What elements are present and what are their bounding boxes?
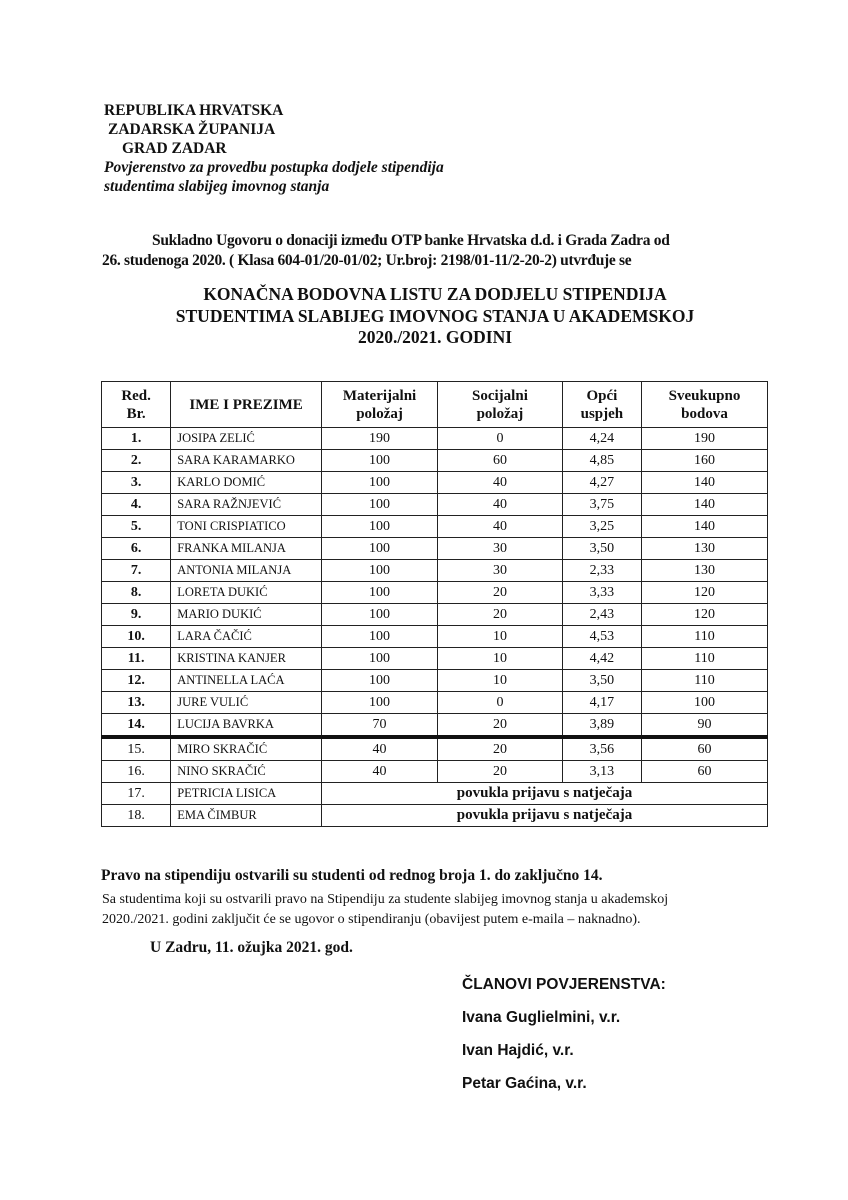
header-committee-line1: Povjerenstvo za provedbu postupka dodjele stipendija (104, 159, 444, 176)
cell-total: 140 (642, 472, 768, 494)
cell-social: 10 (438, 648, 563, 670)
cell-social: 40 (438, 472, 563, 494)
table-row (102, 494, 768, 516)
cell-total: 60 (642, 761, 768, 783)
cell-rb: 14. (102, 714, 171, 738)
contract-note (102, 890, 782, 930)
cell-rb: 12. (102, 670, 171, 692)
cell-name: SARA KARAMARKO (171, 450, 322, 472)
cell-rb: 7. (102, 560, 171, 582)
cell-social: 10 (438, 626, 563, 648)
col-header-rb: Red. Br. (102, 382, 171, 428)
table-row (102, 783, 768, 805)
table-row (102, 472, 768, 494)
cell-social: 20 (438, 761, 563, 783)
cell-material: 100 (321, 472, 437, 494)
cell-rb: 18. (102, 805, 171, 827)
cell-total: 120 (642, 604, 768, 626)
cell-rb: 2. (102, 450, 171, 472)
cell-social: 20 (438, 714, 563, 738)
cell-name: LORETA DUKIĆ (171, 582, 322, 604)
cell-total: 160 (642, 450, 768, 472)
table-row (102, 737, 768, 761)
cell-social: 40 (438, 516, 563, 538)
col-header-material: Materijalni položaj (321, 382, 437, 428)
table-row (102, 582, 768, 604)
cell-material: 40 (321, 761, 437, 783)
intro-line-1: Sukladno Ugovoru o donaciji između OTP banke Hrvatska d.d. i Grada Zadra od (152, 232, 670, 249)
title-line-2: STUDENTIMA SLABIJEG IMOVNOG STANJA U AKADEMSKOJ (175, 305, 695, 326)
cell-success: 4,42 (562, 648, 641, 670)
cell-material: 100 (321, 560, 437, 582)
table-row (102, 692, 768, 714)
cell-name: ANTONIA MILANJA (171, 560, 322, 582)
header-city: GRAD ZADAR (122, 140, 227, 157)
cell-success: 3,56 (562, 737, 641, 761)
cell-social: 20 (438, 604, 563, 626)
cell-name: FRANKA MILANJA (171, 538, 322, 560)
table-row (102, 648, 768, 670)
cell-material: 100 (321, 670, 437, 692)
signatures-block (462, 968, 666, 1100)
cell-social: 40 (438, 494, 563, 516)
scores-table (101, 381, 768, 827)
cell-material: 70 (321, 714, 437, 738)
cell-rb: 3. (102, 472, 171, 494)
cell-total: 110 (642, 626, 768, 648)
cell-total: 110 (642, 648, 768, 670)
cell-rb: 8. (102, 582, 171, 604)
cell-name: LARA ČAČIĆ (171, 626, 322, 648)
cell-name: JOSIPA ZELIĆ (171, 428, 322, 450)
cell-success: 3,25 (562, 516, 641, 538)
place-date: U Zadru, 11. ožujka 2021. god. (150, 939, 353, 956)
header-committee-line2: studentima slabijeg imovnog stanja (104, 178, 330, 195)
cell-total: 140 (642, 494, 768, 516)
cell-rb: 10. (102, 626, 171, 648)
cell-success: 4,53 (562, 626, 641, 648)
cell-success: 4,27 (562, 472, 641, 494)
document-header (104, 101, 444, 196)
header-republic: REPUBLIKA HRVATSKA (104, 102, 284, 119)
cell-withdrawn-note: povukla prijavu s natječaja (321, 805, 767, 827)
cell-success: 3,33 (562, 582, 641, 604)
cell-rb: 5. (102, 516, 171, 538)
cell-material: 100 (321, 626, 437, 648)
cell-name: PETRICIA LISICA (171, 783, 322, 805)
cell-rb: 1. (102, 428, 171, 450)
col-header-name: IME I PREZIME (171, 382, 322, 428)
cell-name: KRISTINA KANJER (171, 648, 322, 670)
document-title (100, 284, 770, 349)
title-line-1: KONAČNA BODOVNA LISTU ZA DODJELU STIPENDIJA (203, 284, 667, 304)
cell-social: 60 (438, 450, 563, 472)
cell-total: 190 (642, 428, 768, 450)
cell-total: 120 (642, 582, 768, 604)
table-row (102, 761, 768, 783)
cell-name: LUCIJA BAVRKA (171, 714, 322, 738)
member-signature: Ivan Hajdić, v.r. (462, 1042, 574, 1059)
title-line-3: 2020./2021. GODINI (357, 327, 513, 347)
cell-material: 100 (321, 516, 437, 538)
cell-rb: 4. (102, 494, 171, 516)
cell-total: 110 (642, 670, 768, 692)
cell-material: 100 (321, 604, 437, 626)
intro-line-2: 26. studenoga 2020. ( Klasa 604-01/20-01/02; Ur.broj: 2198/01-11/2-20-2) utvrđuje se (102, 252, 632, 269)
cell-name: MARIO DUKIĆ (171, 604, 322, 626)
table-row (102, 604, 768, 626)
cell-material: 100 (321, 538, 437, 560)
contract-note-line-1: Sa studentima koji su ostvarili pravo na Stipendiju za studente slabijeg imovnog stanja u akademskoj (102, 892, 669, 907)
table-header-row (102, 382, 768, 428)
col-header-social: Socijalni položaj (438, 382, 563, 428)
cell-name: TONI CRISPIATICO (171, 516, 322, 538)
member-signature: Petar Gaćina, v.r. (462, 1075, 587, 1092)
cell-success: 2,43 (562, 604, 641, 626)
cell-material: 40 (321, 737, 437, 761)
cell-rb: 6. (102, 538, 171, 560)
committee-title: ČLANOVI POVJERENSTVA: (462, 976, 666, 993)
table-row (102, 538, 768, 560)
cell-material: 100 (321, 494, 437, 516)
cell-withdrawn-note: povukla prijavu s natječaja (321, 783, 767, 805)
cell-success: 4,85 (562, 450, 641, 472)
contract-note-line-2: 2020./2021. godini zaključit će se ugovor o stipendiranju (obavijest putem e-maila – naknadno). (102, 912, 641, 927)
cell-rb: 15. (102, 737, 171, 761)
table-row (102, 450, 768, 472)
entitlement-statement: Pravo na stipendiju ostvarili su studenti od rednog broja 1. do zaključno 14. (101, 867, 603, 884)
cell-social: 30 (438, 560, 563, 582)
table-row (102, 516, 768, 538)
cell-rb: 13. (102, 692, 171, 714)
header-county: ZADARSKA ŽUPANIJA (108, 121, 276, 138)
cell-total: 140 (642, 516, 768, 538)
cell-material: 100 (321, 450, 437, 472)
cell-total: 90 (642, 714, 768, 738)
cell-rb: 11. (102, 648, 171, 670)
cell-name: KARLO DOMIĆ (171, 472, 322, 494)
cell-name: SARA RAŽNJEVIĆ (171, 494, 322, 516)
col-header-success: Opći uspjeh (562, 382, 641, 428)
cell-success: 3,50 (562, 670, 641, 692)
cell-material: 100 (321, 692, 437, 714)
cell-social: 20 (438, 737, 563, 761)
cell-success: 3,75 (562, 494, 641, 516)
cell-name: ANTINELLA LAĆA (171, 670, 322, 692)
cell-total: 60 (642, 737, 768, 761)
cell-success: 4,24 (562, 428, 641, 450)
cell-social: 0 (438, 428, 563, 450)
cell-name: NINO SKRAČIĆ (171, 761, 322, 783)
member-signature: Ivana Guglielmini, v.r. (462, 1009, 621, 1026)
cell-total: 100 (642, 692, 768, 714)
cell-name: MIRO SKRAČIĆ (171, 737, 322, 761)
cell-success: 2,33 (562, 560, 641, 582)
cell-social: 10 (438, 670, 563, 692)
cell-success: 3,13 (562, 761, 641, 783)
cell-rb: 16. (102, 761, 171, 783)
cell-social: 30 (438, 538, 563, 560)
intro-paragraph (102, 231, 782, 271)
cell-total: 130 (642, 538, 768, 560)
cell-social: 20 (438, 582, 563, 604)
cell-social: 0 (438, 692, 563, 714)
cell-rb: 17. (102, 783, 171, 805)
cell-material: 100 (321, 648, 437, 670)
table-row (102, 714, 768, 738)
col-header-total: Sveukupno bodova (642, 382, 768, 428)
cell-total: 130 (642, 560, 768, 582)
table-row (102, 670, 768, 692)
cell-material: 100 (321, 582, 437, 604)
cell-success: 3,89 (562, 714, 641, 738)
cell-material: 190 (321, 428, 437, 450)
cell-rb: 9. (102, 604, 171, 626)
cell-name: JURE VULIĆ (171, 692, 322, 714)
table-row (102, 805, 768, 827)
cell-name: EMA ČIMBUR (171, 805, 322, 827)
table-row (102, 560, 768, 582)
cell-success: 4,17 (562, 692, 641, 714)
cell-success: 3,50 (562, 538, 641, 560)
table-row (102, 428, 768, 450)
table-row (102, 626, 768, 648)
